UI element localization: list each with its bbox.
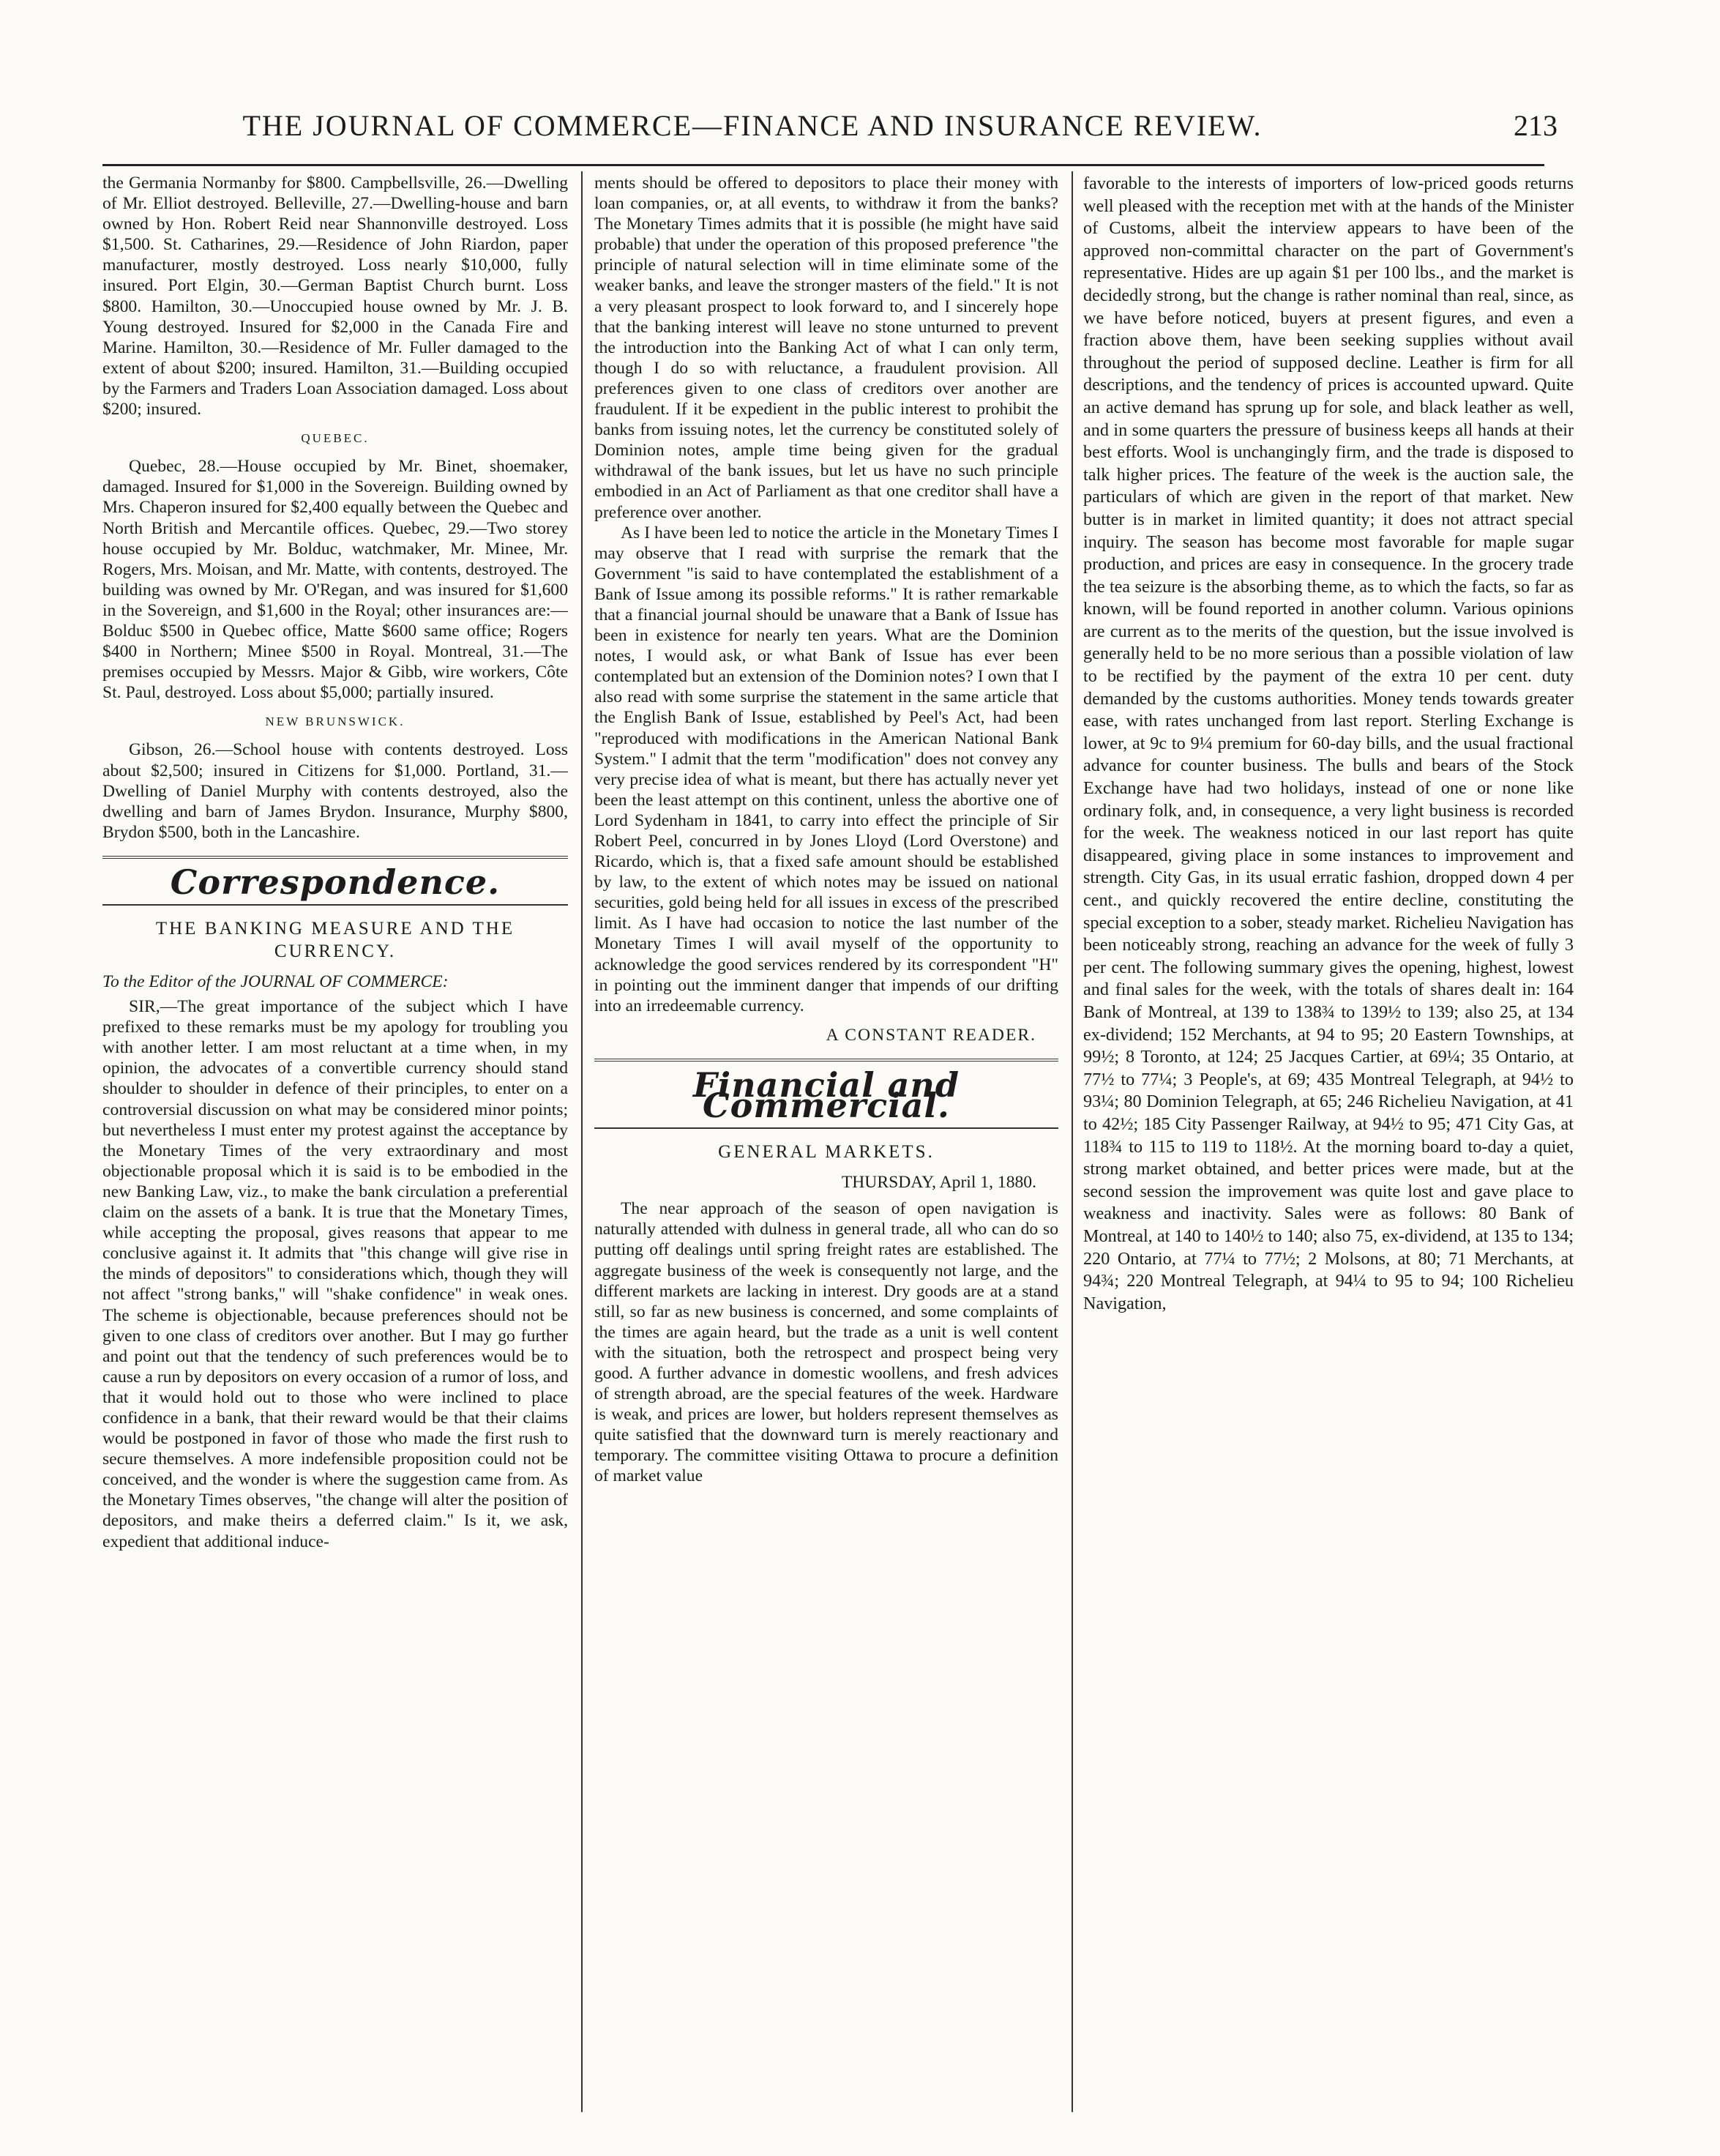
fire-reports-continued: the Germania Normanby for $800. Campbellsville, 26.—Dwelling of Mr. Elliot destroyed. Belleville, 27.—Dwelling-house and barn owned by Hon. Robert Reid near Shannonville destroyed. Loss $1,500. St. Catharines, 29.—Residence of John Riardon, paper manufacturer, mostly destroyed. Loss nearly $10,000, fully insured. Port Elgin, 30.—German Baptist Church burnt. Loss $800. Hamilton, 30.—Unoccupied house owned by Mr. J. B. Young destroyed. Insured for $2,000 in the Canada Fire and Marine. Hamilton, 30.—Residence of Mr. Fuller damaged to the extent of about $200; insured. Hamilton, 31.—Building occupied by the Farmers and Traders Loan Association damaged. Loss about $200; insured. <box>102 174 568 419</box>
journal-title: THE JOURNAL OF COMMERCE—FINANCE AND INSURANCE REVIEW. <box>242 109 1263 142</box>
quebec-heading: QUEBEC. <box>301 431 370 446</box>
letter-signature: A CONSTANT READER. <box>826 1025 1036 1045</box>
correspondence-section-title: Correspondence. <box>170 862 501 902</box>
header-rule <box>102 164 1544 166</box>
markets-heading: GENERAL MARKETS. <box>718 1142 935 1163</box>
column-2 <box>594 173 1058 2105</box>
letter-paragraph: SIR,—The great importance of the subject which I have prefixed to these remarks must be my apology for troubling you with another letter. I am most reluctant at a time when, in my opinion, the advocates of a convertible currency should stand shoulder to shoulder in defence of their principles, to enter on a controversial discussion on what may be considered minor points; but nevertheless I must enter my protest against the acceptance by the Monetary Times of the very extraordinary and most objectionable proposal which it is said is to be embodied in the new Banking Law, viz., to make the bank circulation a preferential claim on the assets of a bank. It is true that the Monetary Times, while accepting the proposal, gives reasons that appear to me conclusive against it. It admits that "this change will give rise in the minds of depositors" to considerations which, though they will not affect "strong banks," will "shake confidence" in weak ones. The scheme is objectionable, because preferences should not be given to one class of creditors over another. But I may go further and point out that the tendency of such preferences would be to cause a run by depositors on every occasion of a rumor of loss, and that it would hold out to those who were inclined to place confidence in a bank, that their reward would be that their claims would be postponed in favor of those who made the first rush to secure themselves. A more indefensible proposition could not be conceived, and the wonder is where the suggestion came from. As the Monetary Times observes, "the change will alter the position of depositors, and make theirs a deferred claim." Is it, we ask, expedient that additional induce- <box>102 997 568 1551</box>
section-rule <box>102 904 568 906</box>
quebec-fire-reports: Quebec, 28.—House occupied by Mr. Binet, shoemaker, damaged. Insured for $1,000 in the Sovereign. Building owned by Mrs. Chaperon insured for $2,400 equally between the Quebec and North British and Mercantile offices. Quebec, 29.—Two storey house occupied by Mr. Bolduc, watchmaker, Mr. Minee, Mr. Rogers, Mrs. Moisan, and Mr. Matte, with contents, destroyed. The building was owned by Mr. O'Regan, and was insured for $1,600 in the Sovereign, and $1,600 in the Royal; other insurances are:—Bolduc $500 in Quebec office, Matte $600 same office; Rogers $400 in Northern; Minee $500 in Royal. Montreal, 31.—The premises occupied by Messrs. Major & Gibb, wire workers, Côte St. Paul, destroyed. Loss about $5,000; partially insured. <box>102 457 568 703</box>
markets-paragraph-continued: favorable to the interests of importers of low-priced goods returns well pleased with the reception met with at the hands of the Minister of Customs, albeit the interview appears to have been of the approved non-committal character on the part of Government's representative. Hides are up again $1 per 100 lbs., and the market is decidedly strong, but the change is rather nominal than real, since, as we have before noticed, buyers at present figures, and even a fraction above them, have been seeking supplies without avail throughout the period of supposed decline. Leather is firm for all descriptions, and the tendency of prices is accounted upward. Quite an active demand has sprung up for sole, and black leather as well, and in some quarters the pressure of business keeps all hands at their best efforts. Wool is unchangingly firm, and the trade is disposed to talk higher prices. The feature of the week is the auction sale, the particulars of which are given in the report of that market. New butter is in market in limited quantity; it does not attract special inquiry. The season has become most favorable for maple sugar production, and prices are easy in consequence. In the grocery trade the tea seizure is the absorbing theme, as to which the facts, so far as known, will be found reported in another column. Various opinions are current as to the merits of the question, but the issue involved is generally held to be no more serious than a possible violation of law to be rectified by the payment of the extra 10 per cent. duty demanded by the customs authorities. Money tends towards greater ease, with rates unchanged from last report. Sterling Exchange is lower, at 9c to 9¼ premium for 60-day bills, and the usual fractional advance for counter business. The bulls and bears of the Stock Exchange have had two holidays, instead of one or none like ordinary folk, and, in consequence, a very light business is recorded for the week. The weakness noticed in our last report has quite disappeared, giving place in some instances to improvement and strength. City Gas, in its usual erratic fashion, dropped down 4 per cent., and quickly recovered the entire decline, constituting the special exception to a sober, steady market. Richelieu Navigation has been noticeably strong, reaching an advance for the week of fully 3 per cent. The following summary gives the opening, highest, lowest and final sales for the week, with the totals of shares dealt in: 164 Bank of Montreal, at 139 to 138¾ to 139½ to 139; also 25, at 134 ex-dividend; 152 Merchants, at 94 to 95; 20 Eastern Townships, at 99½; 8 Toronto, at 124; 25 Jacques Cartier, at 69¼; 35 Ontario, at 77½ to 77¼; 3 People's, at 69; 435 Montreal Telegraph, at 94½ to 93¼; 80 Dominion Telegraph, at 65; 246 Richelieu Navigation, at 41 to 42½; 185 City Passenger Railway, at 94½ to 95; 471 City Gas, at 118¾ to 115 to 119 to 118½. At the morning board to-day a quiet, strong market obtained, and better prices were made, but at the second session the improvement was quite lost and gave place to weakness and inactivity. Sales were as follows: 80 Bank of Montreal, at 140 to 140½ to 140; also 75, ex-dividend, at 135 to 134; 220 Ontario, at 77¼ to 77½; 2 Molsons, at 80; 71 Merchants, at 94¾; 220 Montreal Telegraph, at 94¼ to 95 to 94; 100 Richelieu Navigation, <box>1083 174 1574 1313</box>
section-rule <box>594 1059 1058 1062</box>
letter-paragraph: As I have been led to notice the article in the Monetary Times I may observe that I read with surprise the remark that the Government "is said to have contemplated the establishment of a Bank of Issue among its possible reforms." It is rather remarkable that a financial journal should be unaware that a Bank of Issue has been in existence for nearly ten years. What are the Dominion notes, I would ask, or what Bank of Issue has ever been contemplated but an extension of the Dominion notes? I own that I also read with some surprise the statement in the same article that the English Bank of Issue, established by Peel's Act, had been "reproduced with modifications in the American National Bank System." I admit that the term "modification" does not convey any very precise idea of what is meant, but there has actually never yet been the least attempt on this continent, unless the abortive one of Lord Sydenham in 1841, to carry into effect the principle of Sir Robert Peel, concurred in by Jones Lloyd (Lord Overstone) and Ricardo, which is, that a fixed safe amount should be established by law, to the extent of which notes may be issued on national securities, gold being held for all issues in excess of the prescribed limit. As I have had occasion to notice the last number of the Monetary Times I will avail myself of the opportunity to acknowledge the good services rendered by its correspondent "H" in pointing out the imminent danger that impends of our drifting into an irredeemable currency. <box>594 523 1058 1015</box>
financial-section-title: Financial and Commercial. <box>692 1064 960 1126</box>
column-divider <box>581 171 583 2112</box>
column-3 <box>1083 173 1574 2105</box>
letter-heading: THE BANKING MEASURE AND THE CURRENCY. <box>155 919 515 961</box>
column-divider <box>1072 171 1073 2112</box>
dateline: THURSDAY, April 1, 1880. <box>841 1173 1036 1193</box>
section-rule <box>102 856 568 859</box>
page-header <box>94 108 1558 152</box>
markets-paragraph: The near approach of the season of open navigation is naturally attended with dulness in general trade, all who can do so putting off dealings until spring freight rates are established. The aggregate business of the week is consequently not large, and the different markets are lacking in interest. Dry goods are at a stand still, so far as new business is concerned, and some complaints of the times are again heard, but the trade as a unit is well content with the situation, both the retrospect and prospect being very good. A further advance in domestic woollens, and fresh advices of strength abroad, are the special features of the week. Hardware is weak, and prices are lower, but holders represent themselves as quite satisfied that the downward turn is merely reactionary and temporary. The committee visiting Ottawa to procure a definition of market value <box>594 1199 1058 1486</box>
new-brunswick-fire-reports: Gibson, 26.—School house with contents destroyed. Loss about $2,500; insured in Citizens for $1,000. Portland, 31.—Dwelling of Daniel Murphy with contents destroyed, also the dwelling and barn of James Brydon. Insurance, Murphy $800, Brydon $500, both in the Lancashire. <box>102 740 568 842</box>
column-1 <box>102 173 568 2105</box>
letter-salutation: To the Editor of the JOURNAL OF COMMERCE: <box>102 972 449 991</box>
page-number: 213 <box>1514 109 1558 142</box>
section-rule <box>594 1127 1058 1129</box>
new-brunswick-heading: NEW BRUNSWICK. <box>265 715 405 729</box>
letter-paragraph-continued: ments should be offered to depositors to place their money with loan companies, or, at all events, to withdraw it from the banks? The Monetary Times admits that it is possible (he might have said probable) that under the operation of this proposed preference "the principle of natural selection will in time eliminate some of the weaker banks, and leave the stronger masters of the field." It is not a very pleasant prospect to look forward to, and I sincerely hope that the banking interest will leave no stone unturned to prevent the introduction into the Banking Act of what I can only term, though I do so with reluctance, a fraudulent provision. All preferences given to one class of creditors over another are fraudulent. If it be expedient in the public interest to prohibit the banks from issuing notes, let the currency be constituted solely of Dominion notes, ample time being given for the gradual withdrawal of the bank issues, but let us have no such principle embodied in an Act of Parliament as that one creditor shall have a preference over another. <box>594 174 1058 522</box>
